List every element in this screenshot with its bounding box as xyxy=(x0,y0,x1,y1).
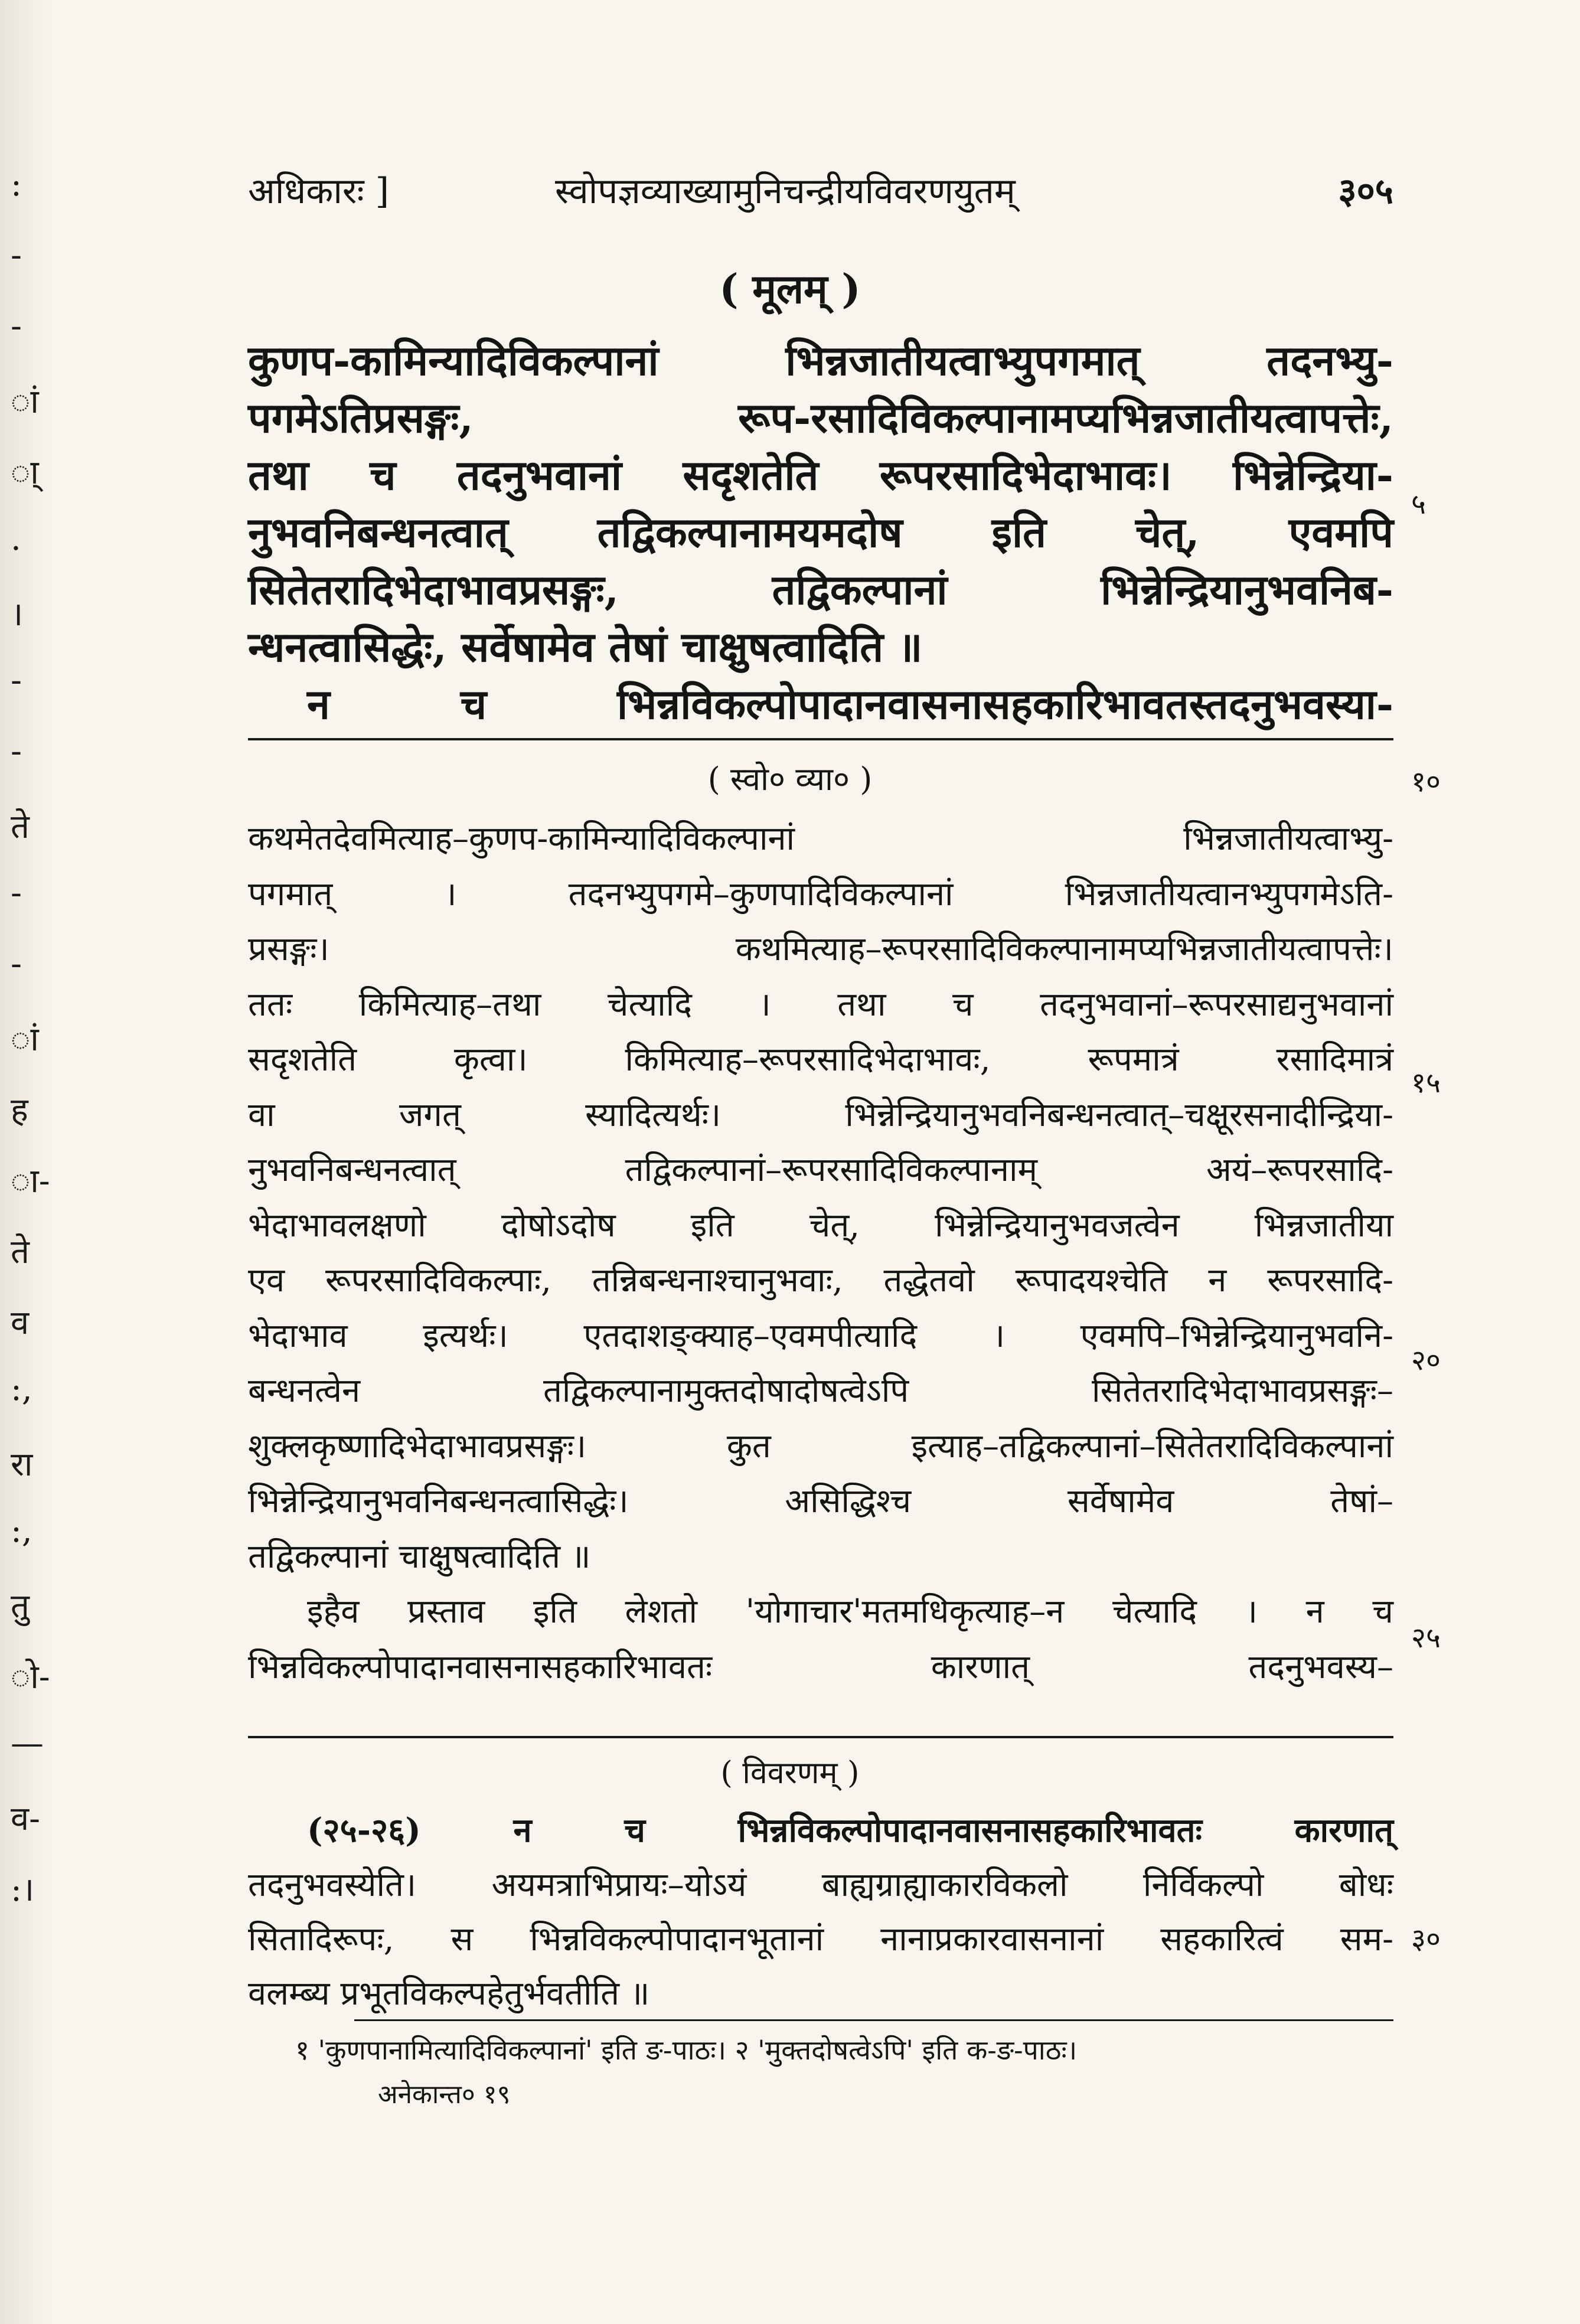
text-line-content: कुणप-कामिन्यादिविकल्पानां भिन्नजातीयत्वाभ्युपगमात् तदनभ्यु- xyxy=(248,336,1393,385)
vivaranam-title: ( विवरणम् ) xyxy=(720,1755,860,1791)
margin-mark: व- xyxy=(11,1800,41,1838)
margin-mark: - xyxy=(11,307,22,345)
text-line-content: सदृशतेति कृत्वा। किमित्याह–रूपरसादिभेदाभावः, रूपमात्रं रसादिमात्रं xyxy=(248,1040,1393,1079)
header-title: स्वोपज्ञव्याख्यामुनिचन्द्रीयविवरणयुतम् xyxy=(555,171,1016,212)
line-number: ५ xyxy=(1411,488,1426,521)
text-line-content: (२५-२६) न च भिन्नविकल्पोपादानवासनासहकारिभावतः कारणात् xyxy=(307,1811,1393,1850)
mulam-title: ( मूलम् ) xyxy=(719,266,861,313)
text-line-content: नुभवनिबन्धनत्वात् तद्विकल्पानामयमदोष इति चेत्, एवमपि xyxy=(248,508,1393,557)
page-number: ३०५ xyxy=(1338,171,1393,212)
margin-mark: तु xyxy=(11,1587,30,1626)
text-line-content: कथमेतदेवमित्याह–कुणप-कामिन्यादिविकल्पानां भिन्नजातीयत्वाभ्यु- xyxy=(248,820,1393,858)
text-line-content: ततः किमित्याह–तथा चेत्यादि । तथा च तदनुभवानां–रूपरसाद्यनुभवानां xyxy=(248,985,1393,1024)
line-number: २५ xyxy=(1411,1621,1441,1654)
footnote: १ 'कुणपानामित्यादिविकल्पानां' इति ङ-पाठः। २ 'मुक्तदोषत्वेऽपि' इति क-ङ-पाठः। xyxy=(295,2034,1078,2066)
margin-mark: ां xyxy=(11,1020,39,1059)
margin-mark: : xyxy=(11,165,22,204)
margin-mark: :, xyxy=(11,1370,32,1408)
line-number: १५ xyxy=(1411,1066,1441,1099)
margin-mark: :, xyxy=(11,1512,32,1550)
text-line-content: पगमेऽतिप्रसङ्गः, रूप-रसादिविकल्पानामप्यभिन्नजातीयत्वापत्तेः, xyxy=(248,393,1393,442)
text-line-content: बन्धनत्वेन तद्विकल्पानामुक्तदोषादोषत्वेऽपि सितेतरादिभेदाभावप्रसङ्गः– xyxy=(248,1372,1393,1410)
text-line-content: न्धनत्वासिद्धेः, सर्वेषामेव तेषां चाक्षुषत्वादिति ॥ xyxy=(248,622,923,671)
margin-mark: — xyxy=(11,1724,44,1762)
margin-mark: - xyxy=(11,661,22,700)
margin-mark: व xyxy=(11,1304,30,1342)
text-line-content: नुभवनिबन्धनत्वात् तद्विकल्पानां–रूपरसादिविकल्पानाम् अयं–रूपरसादि- xyxy=(248,1151,1393,1189)
margin-mark: ा- xyxy=(11,1162,50,1200)
margin-mark: । xyxy=(11,595,24,634)
text-line-content: तथा च तदनुभवानां सदृशतेति रूपरसादिभेदाभावः। भिन्नेन्द्रिया- xyxy=(248,451,1393,500)
margin-mark: ह xyxy=(11,1091,28,1130)
header-chapter: अधिकारः ] xyxy=(248,171,390,212)
text-line-content: तद्विकल्पानां चाक्षुषत्वादिति ॥ xyxy=(248,1537,591,1576)
margin-mark: ते xyxy=(11,808,30,846)
margin-mark: - xyxy=(11,236,22,275)
margin-mark: ते xyxy=(11,1233,30,1271)
text-line-content: वलम्ब्य प्रभूतविकल्पहेतुर्भवतीति ॥ xyxy=(248,1974,650,2013)
line-number: ३० xyxy=(1411,1922,1441,1956)
section-rule xyxy=(248,1736,1393,1738)
text-line-content: वा जगत् स्यादित्यर्थः। भिन्नेन्द्रियानुभवनिबन्धनत्वात्–चक्षूरसनादीन्द्रिया- xyxy=(248,1095,1393,1134)
text-line-content: शुक्लकृष्णादिभेदाभावप्रसङ्गः। कुत इत्याह–तद्विकल्पानां–सितेतरादिविकल्पानां xyxy=(248,1427,1393,1465)
text-line-content: भेदाभावलक्षणो दोषोऽदोष इति चेत्, भिन्नेन्द्रियानुभवजत्वेन भिन्नजातीया xyxy=(248,1206,1393,1245)
svo-vya-title: ( स्वो० व्या० ) xyxy=(707,760,873,798)
line-number: २० xyxy=(1411,1344,1441,1377)
margin-mark: - xyxy=(11,945,22,983)
line-number: १० xyxy=(1411,765,1441,798)
text-line-content: पगमात् । तदनभ्युपगमे–कुणपादिविकल्पानां भिन्नजातीयत्वानभ्युपगमेऽति- xyxy=(248,874,1393,913)
margin-mark: ा् xyxy=(11,453,39,492)
footnote-rule xyxy=(354,2019,1393,2021)
text-line-content: भिन्नेन्द्रियानुभवनिबन्धनत्वासिद्धेः। असिद्धिश्च सर्वेषामेव तेषां– xyxy=(248,1482,1393,1520)
text-line-content: भेदाभाव इत्यर्थः। एतदाशङ्क्याह–एवमपीत्यादि । एवमपि–भिन्नेन्द्रियानुभवनि- xyxy=(248,1316,1393,1355)
margin-mark: - xyxy=(11,732,22,771)
section-rule xyxy=(248,738,1393,740)
text-line-content: प्रसङ्गः। कथमित्याह–रूपरसादिविकल्पानामप्यभिन्नजातीयत्वापत्तेः। xyxy=(248,930,1393,968)
signature-mark: अनेकान्त० १९ xyxy=(378,2080,511,2110)
margin-mark: - xyxy=(11,874,22,912)
text-line-content: एव रूपरसादिविकल्पाः, तन्निबन्धनाश्चानुभवाः, तद्धेतवो रूपादयश्चेति न रूपरसादि- xyxy=(248,1261,1393,1300)
text-line-content: न च भिन्नविकल्पोपादानवासनासहकारिभावतस्तदनुभवस्या- xyxy=(307,680,1393,729)
running-header xyxy=(248,165,1393,230)
text-line-content: इहैव प्रस्ताव इति लेशतो 'योगाचार'मतमधिकृत्याह–न चेत्यादि । न च xyxy=(307,1592,1393,1631)
margin-mark: रा xyxy=(11,1445,33,1484)
margin-mark: ां xyxy=(11,383,39,421)
text-line-content: सितादिरूपः, स भिन्नविकल्पोपादानभूतानां नानाप्रकारवासनानां सहकारित्वं सम- xyxy=(248,1920,1393,1959)
margin-mark: :। xyxy=(11,1871,35,1909)
text-line-content: तदनुभवस्येति। अयमत्राभिप्रायः–योऽयं बाह्यग्राह्याकारविकलो निर्विकल्पो बोधः xyxy=(248,1866,1393,1904)
text-line-content: सितेतरादिभेदाभावप्रसङ्गः, तद्विकल्पानां भिन्नेन्द्रियानुभवनिब- xyxy=(248,565,1393,614)
text-line-content: भिन्नविकल्पोपादानवासनासहकारिभावतः कारणात् तदनुभवस्य– xyxy=(248,1647,1393,1686)
margin-mark: ो- xyxy=(11,1658,50,1696)
margin-mark: . xyxy=(11,520,21,558)
